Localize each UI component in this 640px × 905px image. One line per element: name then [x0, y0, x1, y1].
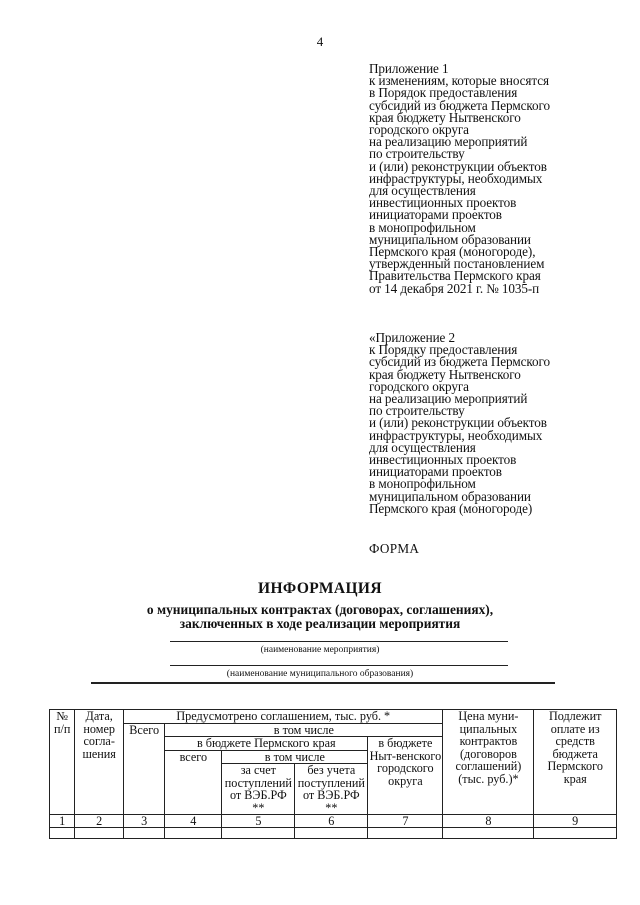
appendix-line: субсидий из бюджета Пермского	[369, 354, 550, 370]
header-agreement: Предусмотрено соглашением, тыс. руб. *	[124, 710, 443, 724]
header-incl-2: в том числе	[222, 750, 368, 764]
appendix-line: инициаторами проектов	[369, 207, 502, 223]
column-number: 6	[295, 815, 368, 828]
table-cell	[534, 828, 617, 839]
appendix-line: городского округа	[369, 122, 469, 138]
table-cell	[222, 828, 295, 839]
appendix-line: муниципальном образовании	[369, 488, 531, 504]
event-name-line	[170, 641, 508, 642]
appendix-line: инвестиционных проектов	[369, 452, 517, 468]
column-number: 1	[50, 815, 75, 828]
appendix-line: муниципальном образовании	[369, 231, 531, 247]
appendix-line: инициаторами проектов	[369, 464, 502, 480]
header-date: Дата, номер согла-шения	[75, 710, 124, 815]
column-number: 3	[124, 815, 165, 828]
header-price: Цена муни-ципальных контрактов (договоров соглашений) (тыс. руб.)*	[443, 710, 534, 815]
appendix-line: Правительства Пермского края	[369, 268, 541, 284]
header-perm-total: всего	[165, 750, 222, 815]
header-total: Всего	[124, 723, 165, 815]
appendix-line: инвестиционных проектов	[369, 195, 517, 211]
table-cell	[165, 828, 222, 839]
header-without-veb: без учета поступлений от ВЭБ.РФ **	[295, 764, 368, 815]
column-number: 4	[165, 815, 222, 828]
column-number: 8	[443, 815, 534, 828]
header-nytva-budget: в бюджете Ныт-венского городского округа	[368, 737, 443, 815]
document-title: ИНФОРМАЦИЯ	[258, 580, 382, 597]
event-name-caption: (наименование мероприятия)	[260, 645, 380, 655]
page-number: 4	[316, 34, 324, 49]
table-cell	[50, 828, 75, 839]
appendix-line: края бюджету Нытвенского	[369, 366, 521, 382]
header-num: № п/п	[50, 710, 75, 815]
table-cell	[75, 828, 124, 839]
appendix-line: для осуществления	[369, 439, 476, 455]
header-with-veb: за счет поступлений от ВЭБ.РФ **	[222, 764, 295, 815]
appendix-line: по строительству	[369, 403, 465, 419]
table-cell	[295, 828, 368, 839]
appendix-line: в Порядок предоставления	[369, 85, 518, 101]
column-number: 9	[534, 815, 617, 828]
appendix-line: Пермского края (моногороде),	[369, 244, 536, 260]
appendix-line: субсидий из бюджета Пермского	[369, 97, 550, 113]
header-incl: в том числе	[165, 723, 443, 737]
appendix-line: на реализацию мероприятий	[369, 134, 528, 150]
appendix-line: в монопрофильном	[369, 219, 476, 235]
table-cell	[124, 828, 165, 839]
appendix-line: в монопрофильном	[369, 476, 476, 492]
header-rule	[91, 682, 555, 684]
column-number: 7	[368, 815, 443, 828]
column-numbers-row	[50, 815, 617, 828]
column-number: 5	[222, 815, 295, 828]
appendix-line: для осуществления	[369, 183, 476, 199]
appendix-line: и (или) реконструкции объектов	[369, 158, 547, 174]
appendix-line: от 14 декабря 2021 г. № 1035-п	[369, 280, 540, 296]
table-cell	[368, 828, 443, 839]
appendix-line: по строительству	[369, 146, 465, 162]
appendix-line: «Приложение 2	[369, 330, 455, 345]
header-perm-budget: в бюджете Пермского края	[165, 737, 368, 751]
table-row	[50, 828, 617, 839]
appendix-line: края бюджету Нытвенского	[369, 109, 521, 125]
subtitle-line: заключенных в ходе реализации мероприятия	[179, 615, 461, 631]
form-label: ФОРМА	[369, 541, 420, 556]
municipality-name-line	[170, 665, 508, 666]
municipality-name-caption: (наименование муниципального образования)	[226, 669, 414, 679]
appendix-line: к изменениям, которые вносятся	[369, 73, 549, 89]
appendix-line: и (или) реконструкции объектов	[369, 415, 547, 431]
subtitle-line: о муниципальных контрактах (договорах, соглашениях),	[146, 602, 494, 617]
appendix-line: утвержденный постановлением	[369, 256, 545, 272]
header-payable: Подлежит оплате из средств бюджета Пермского края	[534, 710, 617, 815]
appendix-line: Приложение 1	[369, 61, 449, 76]
contracts-table	[49, 709, 617, 839]
document-subtitle	[0, 603, 640, 630]
appendix-1-header	[369, 63, 634, 295]
appendix-line: на реализацию мероприятий	[369, 391, 528, 407]
appendix-line: инфраструктуры, необходимых	[369, 170, 543, 186]
table-cell	[443, 828, 534, 839]
appendix-line: инфраструктуры, необходимых	[369, 427, 543, 443]
appendix-line: городского округа	[369, 378, 469, 394]
appendix-line: Пермского края (моногороде)	[369, 500, 533, 516]
appendix-line: к Порядку предоставления	[369, 342, 518, 358]
column-number: 2	[75, 815, 124, 828]
appendix-2-header	[369, 332, 634, 515]
